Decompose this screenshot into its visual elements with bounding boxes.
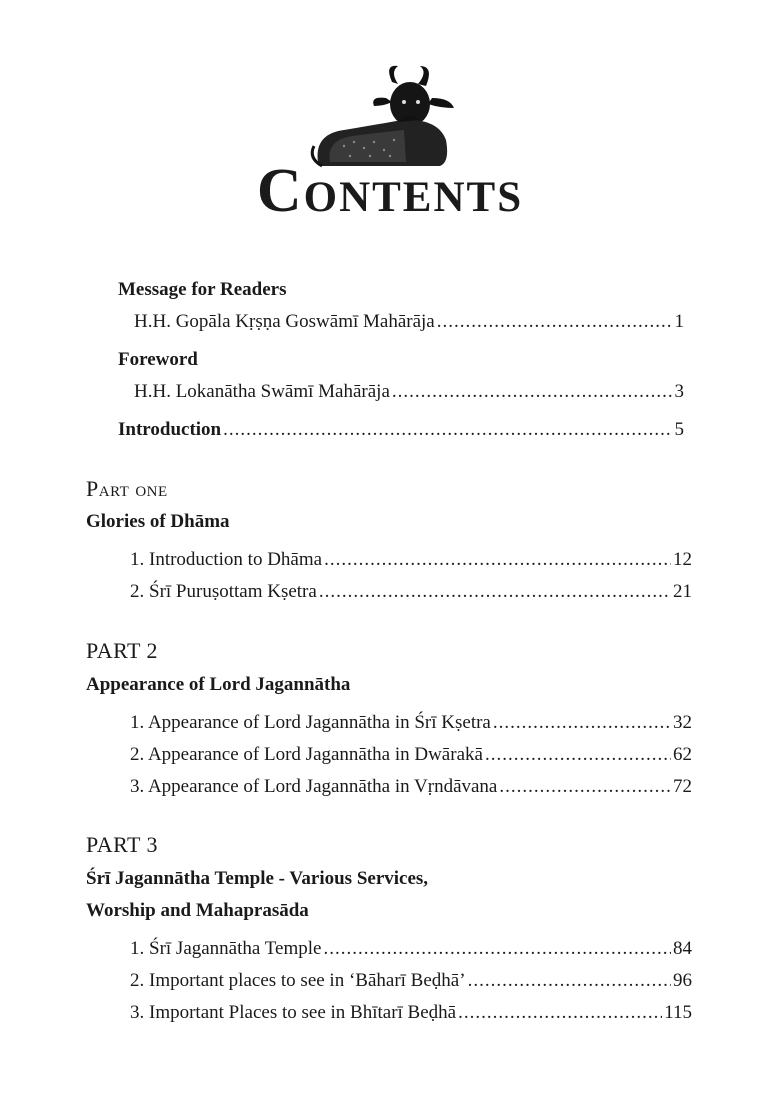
dot-leader <box>223 418 672 442</box>
toc-entry-text: H.H. Gopāla Kṛṣṇa Goswāmī Mahārāja <box>134 311 435 332</box>
dot-leader <box>458 1001 662 1025</box>
part-subtitle: Appearance of Lord Jagannātha <box>86 674 351 695</box>
toc-entry <box>130 1001 692 1025</box>
toc-entry-page: 96 <box>673 970 692 991</box>
toc-entry-page: 21 <box>673 581 692 602</box>
part-subtitle: Śrī Jagannātha Temple - Various Services, <box>86 868 429 889</box>
front-heading-foreword: Foreword <box>118 349 198 370</box>
toc-entry <box>130 548 692 572</box>
toc-entry-page: 1 <box>674 311 684 332</box>
toc-entry-page: 84 <box>673 938 692 959</box>
toc-entry-page: 62 <box>673 744 692 765</box>
dot-leader <box>319 580 671 604</box>
dot-leader <box>485 743 671 767</box>
dot-leader <box>493 711 671 735</box>
toc-entry <box>130 580 692 604</box>
toc-entry-text: H.H. Lokanātha Swāmī Mahārāja <box>134 381 390 402</box>
toc-entry-text: 2. Important places to see in ‘Bāharī Beḍhā’ <box>130 970 466 991</box>
part-label: Part one <box>86 476 168 501</box>
dot-leader <box>499 775 671 799</box>
toc-entry-page: 72 <box>673 776 692 797</box>
toc-entry-page: 5 <box>674 419 684 440</box>
part-subtitle: Worship and Mahaprasāda <box>86 900 309 921</box>
toc-entry-text: 2. Śrī Puruṣottam Kṣetra <box>130 581 317 602</box>
toc-entry-text: 1. Śrī Jagannātha Temple <box>130 938 322 959</box>
front-heading-message: Message for Readers <box>118 279 287 300</box>
toc-entry-page: 32 <box>673 712 692 733</box>
toc-entry <box>134 310 684 334</box>
toc-entry-text: 3. Important Places to see in Bhītarī Beḍhā <box>130 1002 457 1023</box>
dot-leader <box>323 937 671 961</box>
toc-entry <box>130 775 692 799</box>
dot-leader <box>392 380 673 404</box>
toc-entry-page: 115 <box>664 1002 692 1023</box>
toc-entry-text: 2. Appearance of Lord Jagannātha in Dwārakā <box>130 744 483 765</box>
toc-entry-page: 3 <box>674 381 684 402</box>
dot-leader <box>437 310 673 334</box>
part-label: PART 2 <box>86 638 158 663</box>
toc-entry-text: 3. Appearance of Lord Jagannātha in Vṛndāvana <box>130 776 498 797</box>
page-title: Contents <box>256 157 524 225</box>
toc-entry-text: 1. Introduction to Dhāma <box>130 549 323 570</box>
toc-entry-text: Introduction <box>118 419 222 440</box>
toc-entry <box>130 711 692 735</box>
toc-entry <box>134 380 684 404</box>
part-label: PART 3 <box>86 832 158 857</box>
toc-entry-page: 12 <box>673 549 692 570</box>
toc-entry <box>130 937 692 961</box>
part-subtitle: Glories of Dhāma <box>86 511 230 532</box>
dot-leader <box>468 969 671 993</box>
nandi-bull-emblem <box>300 62 460 172</box>
dot-leader <box>324 548 671 572</box>
toc-entry <box>130 743 692 767</box>
toc-entry <box>130 969 692 993</box>
toc-entry-introduction <box>118 418 684 442</box>
toc-entry-text: 1. Appearance of Lord Jagannātha in Śrī Kṣetra <box>130 712 491 733</box>
